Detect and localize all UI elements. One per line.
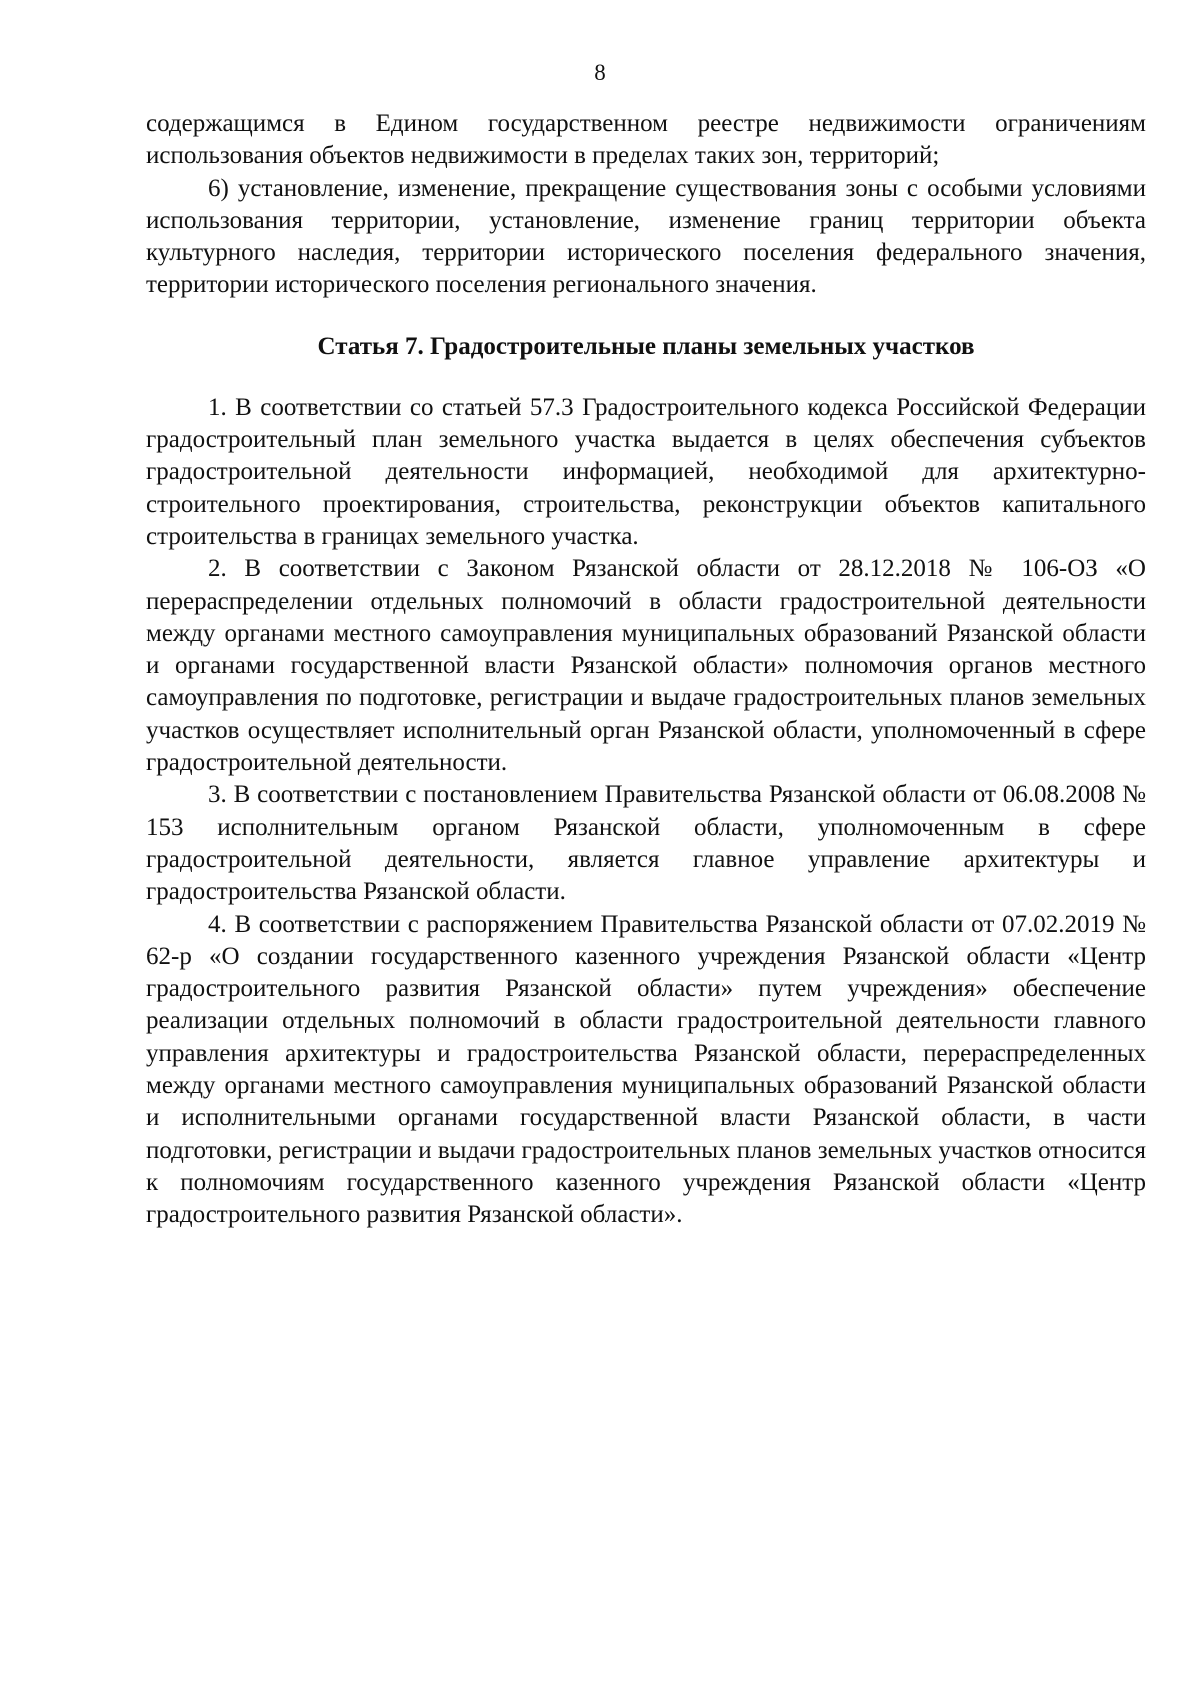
paragraph-continuation: содержащимся в Едином государственном реестре недвижимости ограничениям использования объектов недвижимости в пределах таких зон, территорий; — [146, 110, 1146, 170]
document-body — [146, 108, 1146, 1232]
article-clause-1: 1. В соответствии со статьей 57.3 Градостроительного кодекса Российской Федерации градостроительный план земельного участка выдается в целях обеспечения субъектов градостроительной деятельности информацией, необходимой для архитектурно-строительного проектирования, строительства, реконструкции объектов капитального строительства в границах земельного участка. — [146, 393, 1146, 550]
article-heading: Статья 7. Градостроительные планы земельных участков — [317, 332, 975, 360]
page-number: 8 — [594, 60, 606, 85]
article-clause-4: 4. В соответствии с распоряжением Правительства Рязанской области от 07.02.2019 № 62-р «О создании государственного казенного учреждения Рязанской области «Центр градостроительного развития Рязанской области» путем учреждения» обеспечение реализации отдельных полномочий в области градостроительной деятельности главного управления архитектуры и градостроительства Рязанской области, перераспределенных между органами местного самоуправления муниципальных образований Рязанской области и исполнительными органами государственной власти Рязанской области, в части подготовки, регистрации и выдачи градостроительных планов земельных участков относится к полномочиям государственного казенного учреждения Рязанской области «Центр градостроительного развития Рязанской области». — [146, 910, 1146, 1229]
article-clause-2: 2. В соответствии с Законом Рязанской области от 28.12.2018 № 106-ОЗ «О перераспределении отдельных полномочий в области градостроительной деятельности между органами местного самоуправления муниципальных образований Рязанской области и органами государственной власти Рязанской области» полномочия органов местного самоуправления по подготовке, регистрации и выдаче градостроительных планов земельных участков осуществляет исполнительный орган Рязанской области, уполномоченный в сфере градостроительной деятельности. — [146, 555, 1146, 777]
article-clause-3: 3. В соответствии с постановлением Правительства Рязанской области от 06.08.2008 № 153 исполнительным органом Рязанской области, уполномоченным в сфере градостроительной деятельности, является главное управление архитектуры и градостроительства Рязанской области. — [146, 781, 1146, 906]
list-item-6: 6) установление, изменение, прекращение существования зоны с особыми условиями использования территории, установление, изменение границ территории объекта культурного наследия, территории исторического поселения федерального значения, территории исторического поселения регионального значения. — [146, 174, 1146, 299]
